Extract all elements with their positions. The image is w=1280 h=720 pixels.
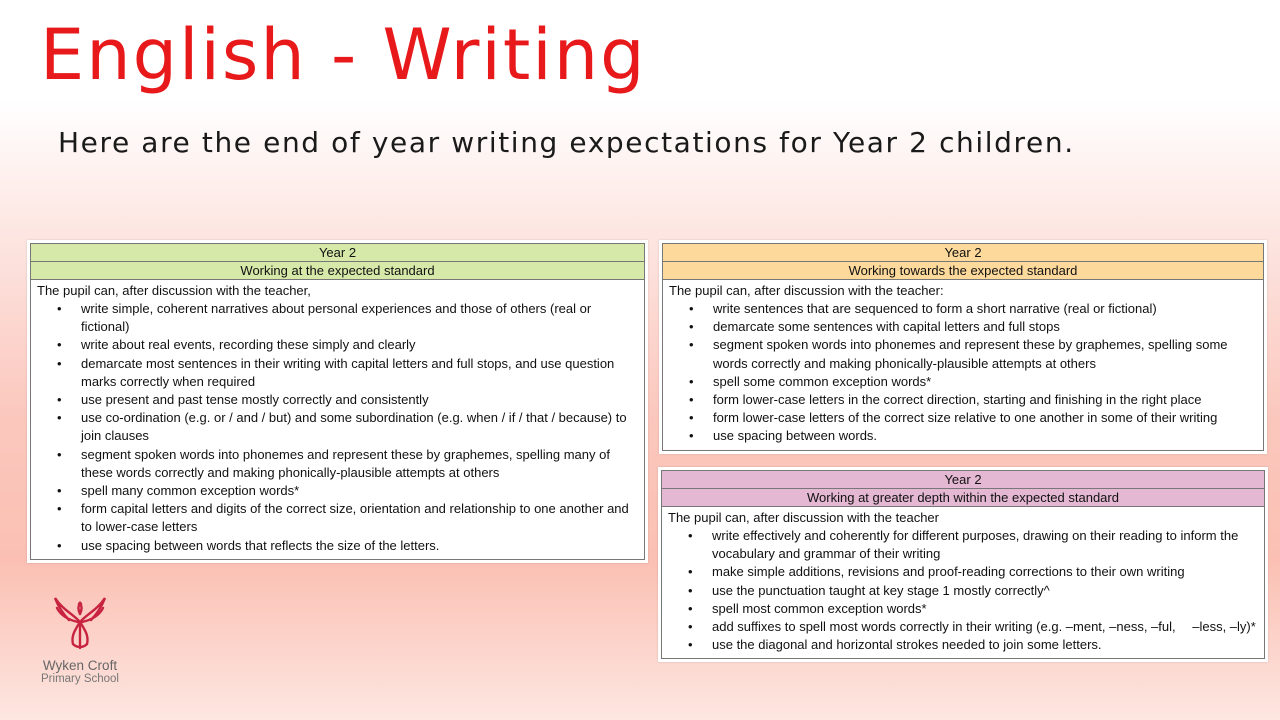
list-item: • write simple, coherent narratives about personal experiences and those of others (real or fictional) — [37, 300, 638, 336]
panel-year-header: Year 2 — [31, 244, 645, 262]
list-item: • use co-ordination (e.g. or / and / but) and some subordination (e.g. when / if / that / because) to join clauses — [37, 409, 638, 445]
list-item: • form lower-case letters in the correct direction, starting and finishing in the right place — [669, 391, 1257, 409]
list-item: • spell most common exception words* — [668, 600, 1258, 618]
list-item: • form lower-case letters of the correct size relative to one another in some of their writing — [669, 409, 1257, 427]
expectation-list — [668, 527, 1258, 654]
list-item: • write effectively and coherently for different purposes, drawing on their reading to inform the vocabulary and grammar of their writing — [668, 527, 1258, 563]
list-item: • use the diagonal and horizontal strokes needed to join some letters. — [668, 636, 1258, 654]
page-subtitle: Here are the end of year writing expectations for Year 2 children. — [58, 126, 1075, 159]
panel-intro: The pupil can, after discussion with the teacher, — [37, 283, 311, 298]
school-subtitle: Primary School — [41, 673, 119, 685]
list-item: • use spacing between words that reflects the size of the letters. — [37, 537, 638, 555]
greater-depth-table — [661, 470, 1265, 659]
panel-intro: The pupil can, after discussion with the teacher: — [669, 283, 944, 298]
expected-standard-table — [30, 243, 645, 560]
list-item: • demarcate some sentences with capital letters and full stops — [669, 318, 1257, 336]
list-item: • spell some common exception words* — [669, 373, 1257, 391]
panel-body — [663, 280, 1264, 451]
towards-standard-table — [662, 243, 1264, 451]
list-item: • use spacing between words. — [669, 427, 1257, 445]
list-item: • make simple additions, revisions and proof-reading corrections to their own writing — [668, 563, 1258, 581]
list-item: • demarcate most sentences in their writing with capital letters and full stops, and use question marks correctly when required — [37, 355, 638, 391]
expectation-list — [37, 300, 638, 555]
panel-year-header: Year 2 — [663, 244, 1264, 262]
list-item: • add suffixes to spell most words correctly in their writing (e.g. –ment, –ness, –ful, –less, –ly)* — [668, 618, 1258, 636]
list-item: • write sentences that are sequenced to form a short narrative (real or fictional) — [669, 300, 1257, 318]
list-item: • write about real events, recording these simply and clearly — [37, 336, 638, 354]
phoenix-icon — [45, 592, 115, 656]
panel-year-header: Year 2 — [662, 471, 1265, 489]
panel-standard-header: Working at the expected standard — [31, 262, 645, 280]
list-item: • segment spoken words into phonemes and represent these by graphemes, spelling many of these words correctly and making phonically-plausible attempts at others — [37, 446, 638, 482]
school-logo — [30, 592, 130, 685]
panel-standard-header: Working towards the expected standard — [663, 262, 1264, 280]
page-title: English - Writing — [40, 14, 647, 96]
towards-standard-panel — [659, 240, 1267, 454]
list-item: • use present and past tense mostly correctly and consistently — [37, 391, 638, 409]
panel-standard-header: Working at greater depth within the expected standard — [662, 489, 1265, 507]
list-item: • form capital letters and digits of the correct size, orientation and relationship to one another and to lower-case letters — [37, 500, 638, 536]
school-name: Wyken Croft — [42, 658, 118, 673]
list-item: • use the punctuation taught at key stage 1 mostly correctly^ — [668, 582, 1258, 600]
expectation-list — [669, 300, 1257, 446]
panel-body — [662, 507, 1265, 659]
panel-body — [31, 280, 645, 560]
expected-standard-panel — [27, 240, 648, 563]
list-item: • segment spoken words into phonemes and represent these by graphemes, spelling some words correctly and making phonically-plausible attempts at others — [669, 336, 1257, 372]
panel-intro: The pupil can, after discussion with the teacher — [668, 510, 939, 525]
list-item: • spell many common exception words* — [37, 482, 638, 500]
greater-depth-panel — [658, 467, 1268, 662]
